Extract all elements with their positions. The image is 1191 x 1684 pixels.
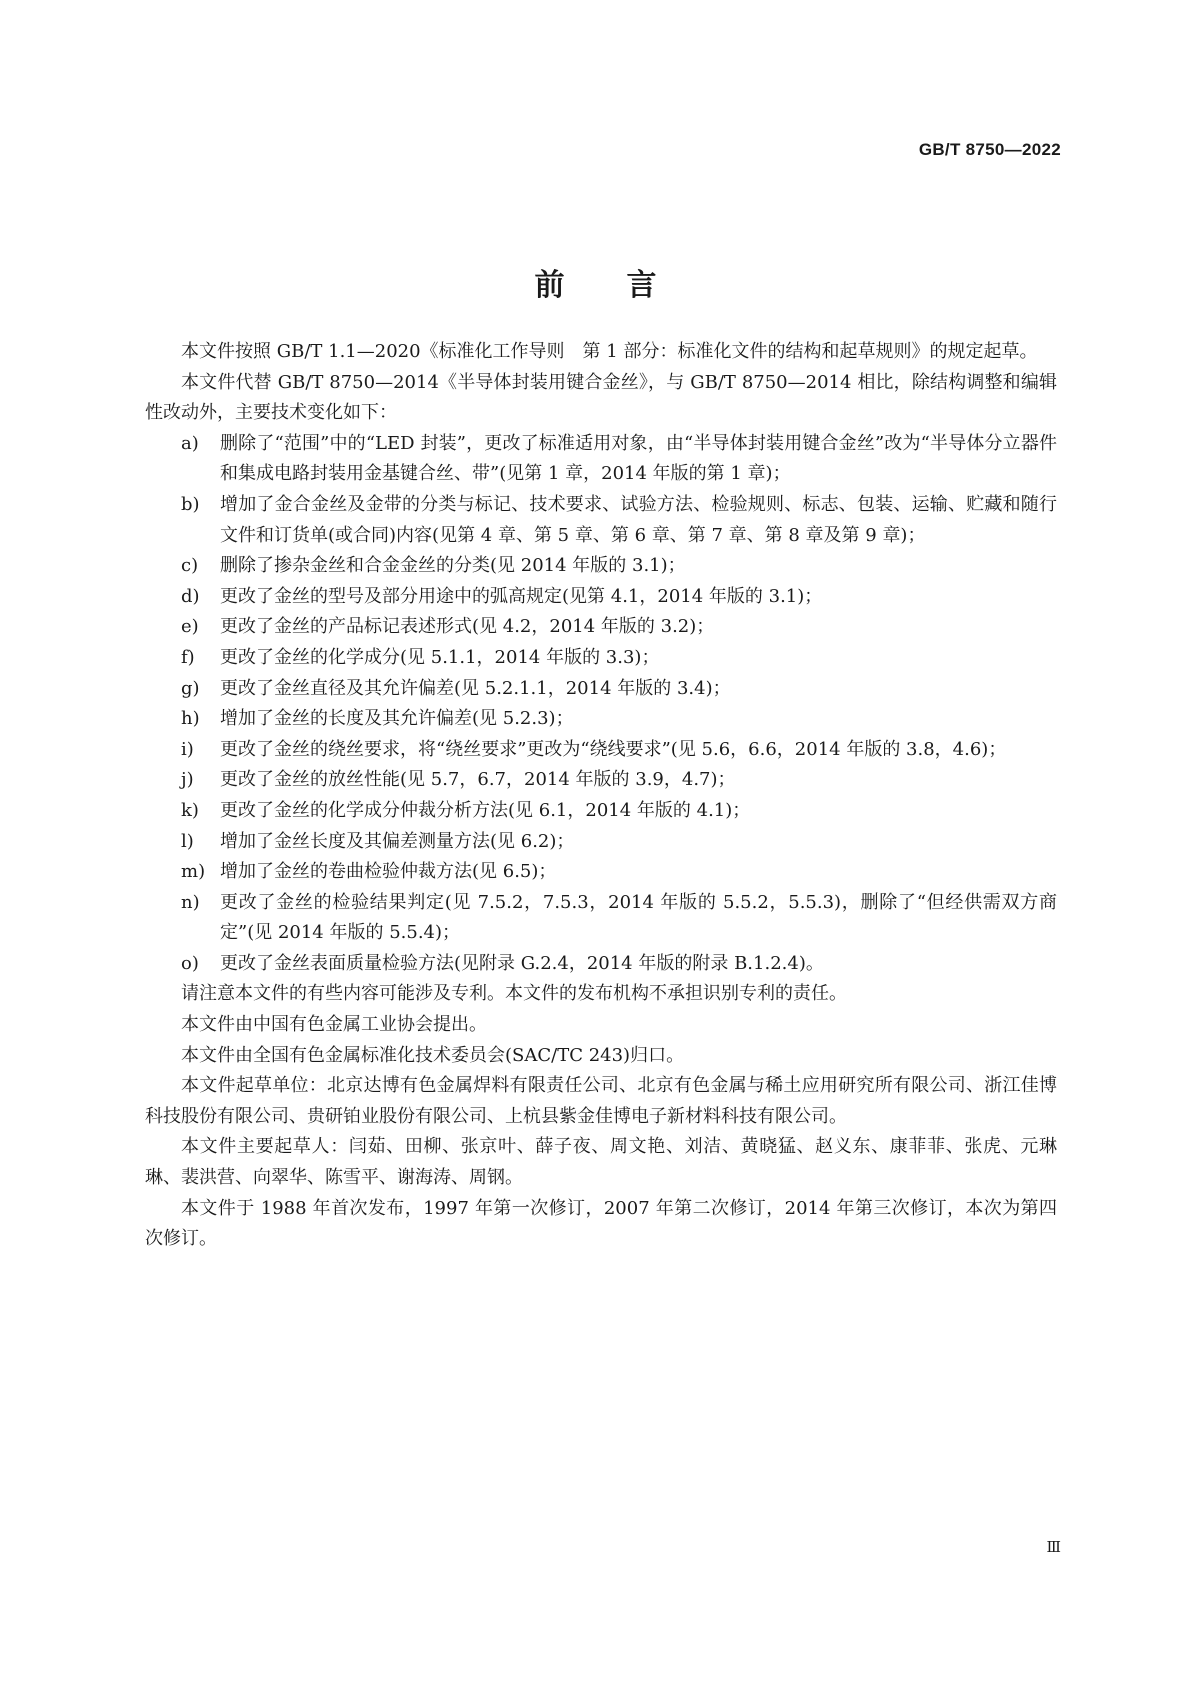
list-item — [145, 490, 1057, 551]
list-item-text: 删除了“范围”中的“LED 封装”，更改了标准适用对象，由“半导体封装用键合金丝”改为“半导体分立器件和集成电路封装用金基键合丝、带”(见第 1 章，2014 年版的第 1 章)； — [220, 432, 1057, 485]
paragraph-drafters: 本文件主要起草人：闫茹、田柳、张京叶、薛子夜、周文艳、刘洁、黄晓猛、赵义东、康菲菲、张虎、元琳琳、裴洪营、向翠华、陈雪平、谢海涛、周钢。 — [145, 1136, 1057, 1189]
list-item-text: 增加了金丝的卷曲检验仲裁方法(见 6.5)； — [220, 861, 557, 883]
list-item-text: 更改了金丝的化学成分仲裁分析方法(见 6.1，2014 年版的 4.1)； — [220, 799, 751, 821]
list-item-mark: a) — [181, 432, 199, 454]
list-item-mark: m) — [181, 861, 206, 883]
list-item — [145, 949, 1057, 980]
list-item — [145, 735, 1057, 766]
list-item — [145, 827, 1057, 858]
list-item-text: 更改了金丝的检验结果判定(见 7.5.2，7.5.3，2014 年版的 5.5.2，5.5.3)，删除了“但经供需双方商定”(见 2014 年版的 5.5.4)； — [220, 891, 1057, 944]
paragraph-replacement: 本文件代替 GB/T 8750—2014《半导体封装用键合金丝》，与 GB/T 8750—2014 相比，除结构调整和编辑性改动外，主要技术变化如下： — [145, 371, 1057, 424]
list-item — [145, 857, 1057, 888]
list-item — [145, 551, 1057, 582]
list-item-text: 更改了金丝的放丝性能(见 5.7，6.7，2014 年版的 3.9，4.7)； — [220, 769, 736, 791]
list-item-mark: l) — [181, 830, 194, 852]
document-code: GB/T 8750—2022 — [918, 140, 1061, 159]
list-item-text: 更改了金丝的化学成分(见 5.1.1，2014 年版的 3.3)； — [220, 646, 660, 668]
list-item — [145, 888, 1057, 949]
list-item-mark: o) — [181, 952, 199, 974]
paragraph-patent-notice: 请注意本文件的有些内容可能涉及专利。本文件的发布机构不承担识别专利的责任。 — [181, 983, 847, 1005]
paragraph-publication-history: 本文件于 1988 年首次发布，1997 年第一次修订，2007 年第二次修订，2014 年第三次修订，本次为第四次修订。 — [145, 1197, 1057, 1250]
page-title: 前言 — [534, 268, 719, 304]
list-item-mark: i) — [181, 738, 194, 760]
list-item-text: 更改了金丝直径及其允许偏差(见 5.2.1.1，2014 年版的 3.4)； — [220, 677, 731, 699]
list-item-mark: c) — [181, 555, 199, 577]
list-item-text: 更改了金丝的绕丝要求，将“绕丝要求”更改为“绕线要求”(见 5.6，6.6，2014 年版的 3.8，4.6)； — [220, 738, 1007, 760]
list-item — [145, 429, 1057, 490]
list-item — [145, 582, 1057, 613]
list-item-text: 增加了金丝长度及其偏差测量方法(见 6.2)； — [220, 830, 575, 852]
list-item-text: 更改了金丝表面质量检验方法(见附录 G.2.4，2014 年版的附录 B.1.2.4)。 — [220, 952, 824, 974]
list-item — [145, 704, 1057, 735]
list-item-mark: g) — [181, 677, 200, 699]
list-item-mark: n) — [181, 891, 200, 913]
list-item-text: 删除了掺杂金丝和合金金丝的分类(见 2014 年版的 3.1)； — [220, 555, 686, 577]
paragraph-committee: 本文件由全国有色金属标准化技术委员会(SAC/TC 243)归口。 — [181, 1044, 685, 1066]
list-item — [145, 796, 1057, 827]
list-item-mark: j) — [181, 769, 194, 791]
paragraph-drafting-basis: 本文件按照 GB/T 1.1—2020《标准化工作导则 第 1 部分：标准化文件的结构和起草规则》的规定起草。 — [181, 341, 1038, 362]
preface-body — [145, 337, 1057, 1255]
list-item-text: 更改了金丝的产品标记表述形式(见 4.2，2014 年版的 3.2)； — [220, 616, 715, 638]
list-item-mark: d) — [181, 585, 200, 607]
list-item-text: 增加了金合金丝及金带的分类与标记、技术要求、试验方法、检验规则、标志、包装、运输、贮藏和随行文件和订货单(或合同)内容(见第 4 章、第 5 章、第 6 章、第 7 章、第 8 章及第 9 章)； — [220, 493, 1057, 546]
technical-changes-list — [145, 429, 1057, 980]
list-item-mark: e) — [181, 616, 199, 638]
list-item-text: 更改了金丝的型号及部分用途中的弧高规定(见第 4.1，2014 年版的 3.1)； — [220, 585, 823, 607]
list-item-mark: f) — [181, 646, 195, 668]
list-item — [145, 612, 1057, 643]
list-item-mark: h) — [181, 708, 200, 730]
list-item — [145, 643, 1057, 674]
paragraph-drafting-units: 本文件起草单位：北京达博有色金属焊料有限责任公司、北京有色金属与稀土应用研究所有限公司、浙江佳博科技股份有限公司、贵研铂业股份有限公司、上杭县紫金佳博电子新材料科技有限公司。 — [145, 1075, 1057, 1127]
page-number: Ⅲ — [1046, 1538, 1061, 1556]
list-item-text: 增加了金丝的长度及其允许偏差(见 5.2.3)； — [220, 708, 574, 730]
list-item — [145, 765, 1057, 796]
paragraph-proposer: 本文件由中国有色金属工业协会提出。 — [181, 1014, 487, 1036]
list-item-mark: b) — [181, 493, 200, 515]
list-item-mark: k) — [181, 799, 199, 821]
list-item — [145, 674, 1057, 705]
